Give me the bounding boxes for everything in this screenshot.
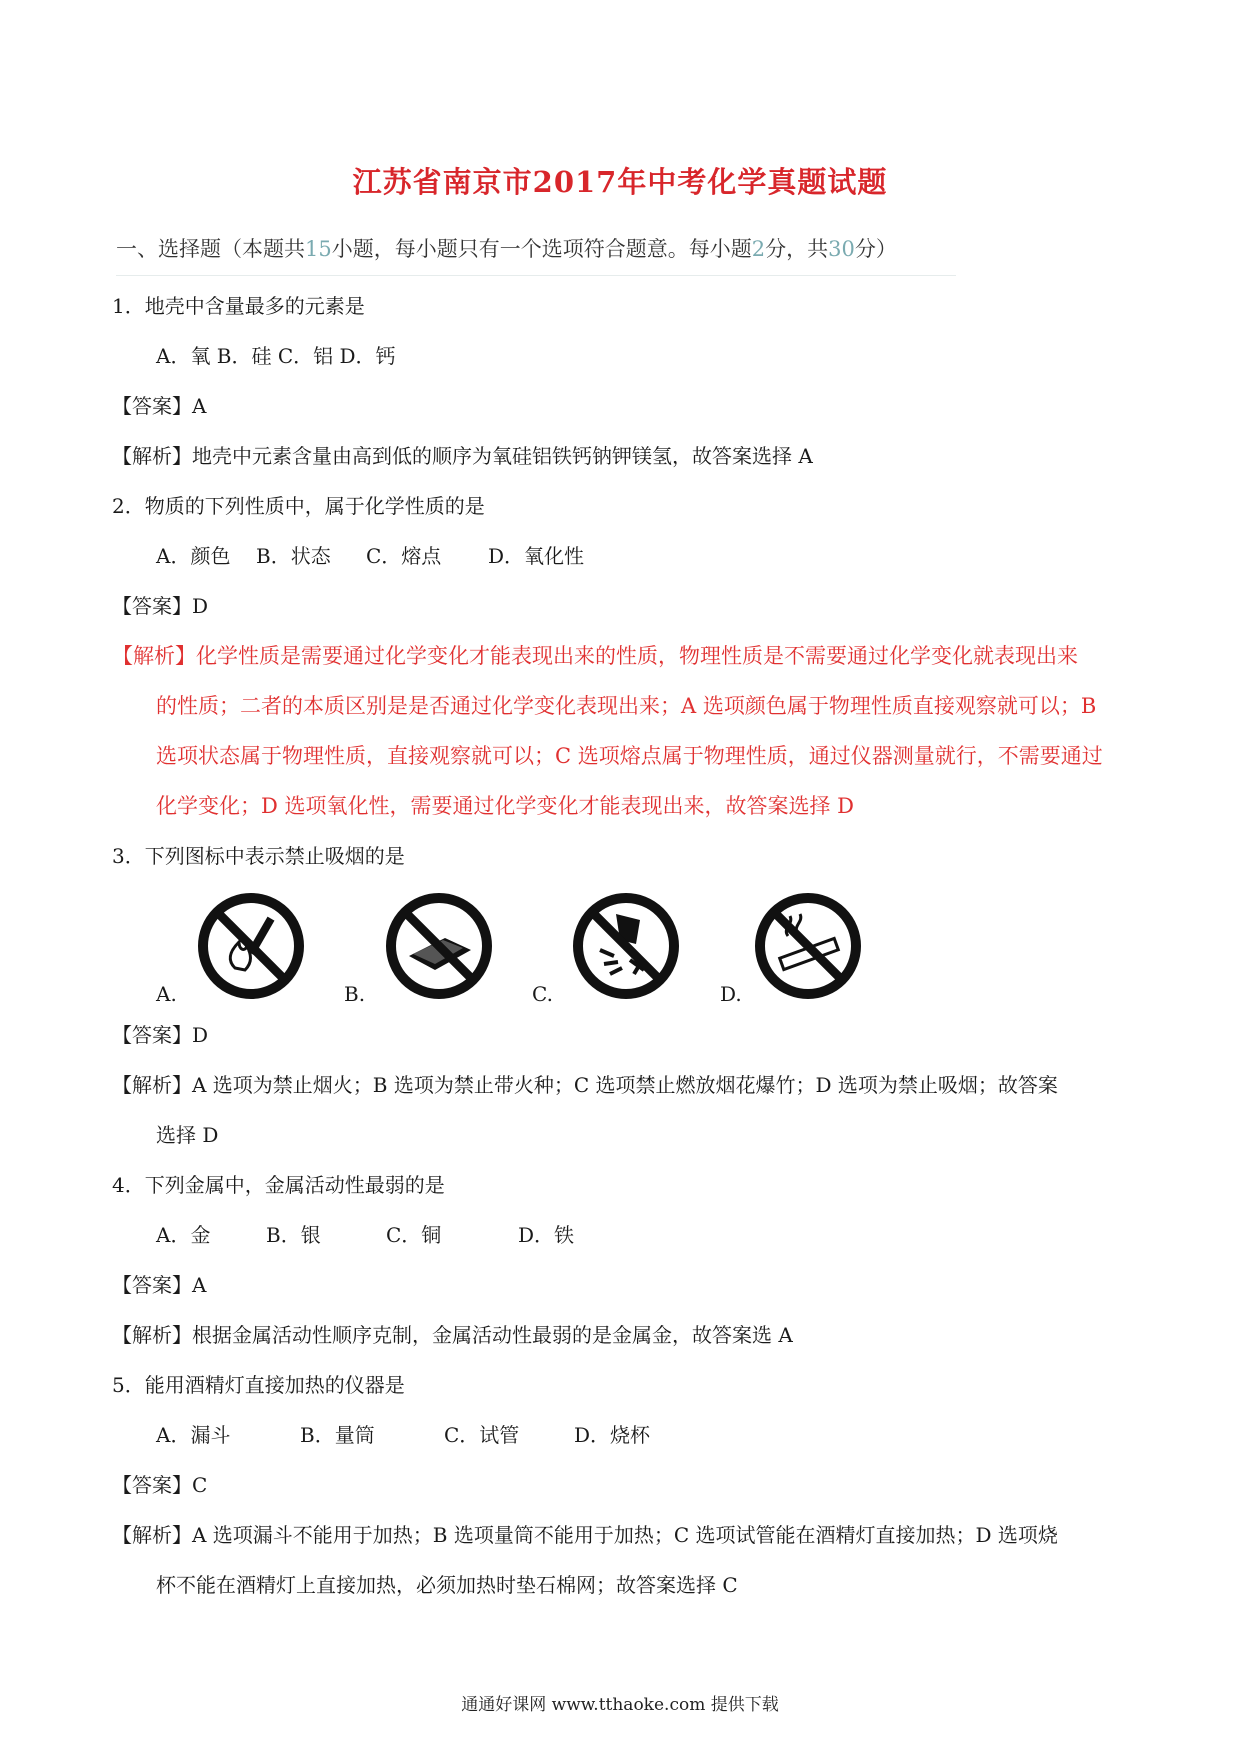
- question-5-stem: 5．能用酒精灯直接加热的仪器是: [112, 1373, 405, 1397]
- question-4-analysis: 【解析】根据金属活动性顺序克制，金属活动性最弱的是金属金，故答案选 A: [112, 1323, 793, 1347]
- sign-label-b: B.: [344, 982, 366, 1006]
- question-2-analysis-line-3: 选项状态属于物理性质，直接观察就可以；C 选项熔点属于物理性质，通过仪器测量就行，不需要通过: [156, 744, 1103, 768]
- no-fireworks-sign-icon: [570, 890, 682, 1002]
- option-a: A．颜色: [156, 544, 231, 568]
- option-a: A．金: [156, 1223, 211, 1247]
- option-d: D．铁: [518, 1223, 575, 1247]
- option-c: C．试管: [444, 1423, 520, 1447]
- sign-label-d: D.: [720, 982, 742, 1006]
- page-title: 江苏省南京市2017年中考化学真题试题: [352, 165, 888, 199]
- question-4-options: [156, 1222, 574, 1248]
- question-1-stem: 1．地壳中含量最多的元素是: [112, 294, 365, 318]
- option-a: A．漏斗: [156, 1423, 231, 1447]
- no-fire-sign-icon: [195, 890, 307, 1002]
- sign-label-c: C.: [532, 982, 553, 1006]
- no-smoking-sign-icon: [752, 890, 864, 1002]
- question-3-stem: 3．下列图标中表示禁止吸烟的是: [112, 844, 405, 868]
- option-c: C．铜: [386, 1223, 442, 1247]
- question-3-analysis-line-1: 【解析】A 选项为禁止烟火；B 选项为禁止带火种；C 选项禁止燃放烟花爆竹；D 选项为禁止吸烟；故答案: [112, 1073, 1058, 1097]
- no-matches-sign-icon: [383, 890, 495, 1002]
- question-5-analysis-line-2: 杯不能在酒精灯上直接加热，必须加热时垫石棉网；故答案选择 C: [156, 1573, 738, 1597]
- section-header: 一、选择题（本题共15小题，每小题只有一个选项符合题意。每小题2分，共30分）: [116, 233, 956, 276]
- question-2-analysis-line-4: 化学变化；D 选项氧化性，需要通过化学变化才能表现出来，故答案选择 D: [156, 794, 855, 818]
- option-b: B．状态: [256, 544, 331, 568]
- question-2-answer: 【答案】D: [112, 594, 209, 618]
- option-c: C．熔点: [366, 544, 442, 568]
- question-5-analysis-line-1: 【解析】A 选项漏斗不能用于加热；B 选项量筒不能用于加热；C 选项试管能在酒精灯直接加热；D 选项烧: [112, 1523, 1058, 1547]
- question-2-analysis-line-2: 的性质；二者的本质区别是是否通过化学变化表现出来；A 选项颜色属于物理性质直接观察就可以；B: [156, 694, 1097, 718]
- question-2-stem: 2．物质的下列性质中，属于化学性质的是: [112, 494, 485, 518]
- question-5-options: [156, 1422, 650, 1448]
- option-d: D．烧杯: [574, 1423, 651, 1447]
- page-footer: 通通好课网 www.tthaoke.com 提供下载: [461, 1695, 779, 1715]
- question-2-analysis-line-1: 【解析】化学性质是需要通过化学变化才能表现出来的性质，物理性质是不需要通过化学变化就表现出来: [112, 644, 1078, 668]
- question-4-stem: 4．下列金属中，金属活动性最弱的是: [112, 1173, 445, 1197]
- question-3-analysis-line-2: 选择 D: [156, 1123, 219, 1147]
- question-1-answer: 【答案】A: [112, 394, 207, 418]
- question-1-analysis: 【解析】地壳中元素含量由高到低的顺序为氧硅铝铁钙钠钾镁氢，故答案选择 A: [112, 444, 813, 468]
- option-d: D．氧化性: [488, 544, 585, 568]
- option-b: B．银: [266, 1223, 321, 1247]
- sign-label-a: A.: [156, 982, 177, 1006]
- question-3-answer: 【答案】D: [112, 1023, 209, 1047]
- question-1-options: A．氧 B．硅 C．铝 D．钙: [156, 344, 396, 368]
- option-b: B．量筒: [300, 1423, 375, 1447]
- question-2-options: [156, 543, 584, 569]
- question-4-answer: 【答案】A: [112, 1273, 207, 1297]
- question-5-answer: 【答案】C: [112, 1473, 208, 1497]
